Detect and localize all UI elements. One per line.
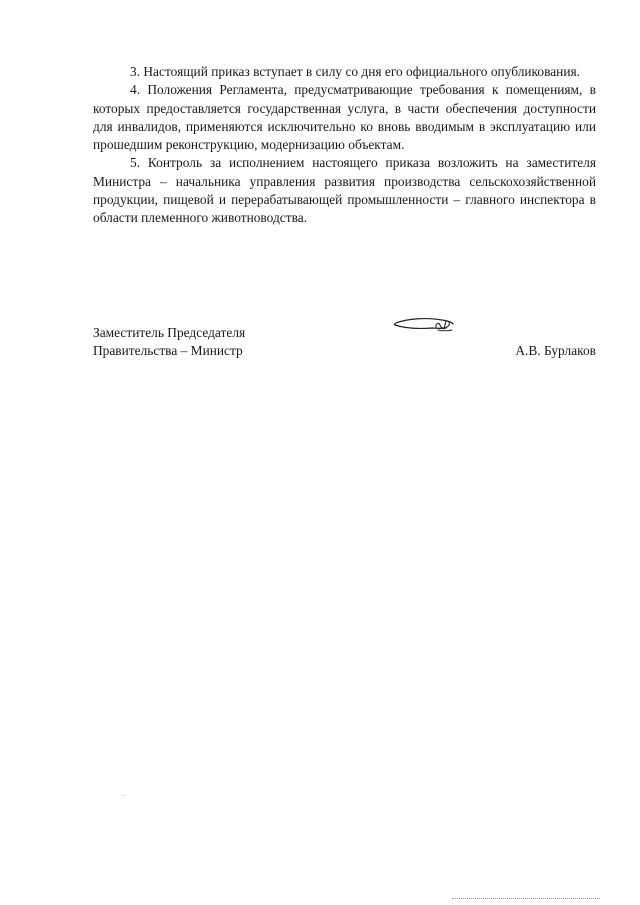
position-line-2: Правительства – Министр [93,343,243,359]
signatory-position [93,324,245,361]
paragraph-3: 3. Настоящий приказ вступает в силу со дня его официального опубликования. [130,64,580,79]
position-line-1: Заместитель Председателя [93,325,246,340]
paragraph-4: 4. Положения Регламента, предусматривающие требования к помещениям, в которых предоставляется государственная услуга, в части обеспечения доступности для инвалидов, применяются исключительно ко вновь вводимым в эксплуатацию или прошедшим реконструкцию, модернизацию объектам. [93,82,596,153]
scan-edge-mark [452,898,600,900]
paragraph-5: 5. Контроль за исполнением настоящего приказа возложить на заместителя Министра – начальника управления развития производства сельскохозяйственной продукции, пищевой и перерабатывающей промышленности – главного инспектора в области племенного животноводства. [93,155,596,226]
order-body [93,63,596,228]
scan-speck [123,795,124,796]
signatory-name: А.В. Бурлаков [515,343,596,358]
handwritten-signature [392,314,458,340]
